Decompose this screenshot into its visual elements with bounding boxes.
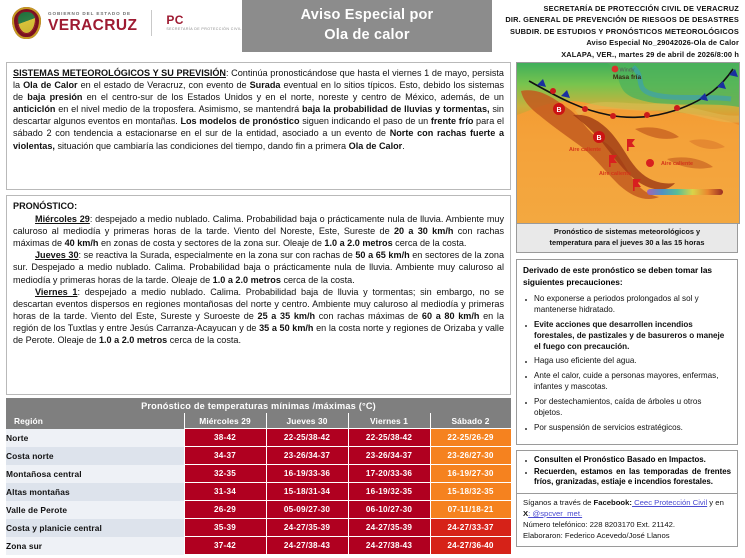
pc-initials: PC	[166, 13, 184, 28]
temperature-cell: 16-19/27-30	[430, 465, 511, 483]
right-column	[516, 62, 740, 547]
systems-section	[6, 62, 511, 190]
precautions-list	[523, 294, 731, 434]
temperature-cell: 22-25/26-29	[430, 429, 511, 447]
logo-divider	[151, 10, 152, 36]
veracruz-shield-icon	[12, 7, 41, 39]
weather-map-graphic	[517, 63, 739, 223]
region-cell: Costa norte	[6, 447, 184, 465]
precaution-item: No exponerse a periodos prolongados al sol y mantenerse hidratado.	[523, 294, 731, 316]
x-label: X	[523, 508, 529, 518]
region-cell: Montañosa central	[6, 465, 184, 483]
svg-text:Masa fría: Masa fría	[612, 74, 642, 81]
precautions-heading: Derivado de este pronóstico se deben tomar las siguientes precauciones:	[523, 265, 713, 287]
temperature-cell: 24-27/33-37	[430, 519, 511, 537]
table-row	[6, 429, 511, 447]
region-cell: Zona sur	[6, 537, 184, 555]
phone-line: Número telefónico: 228 8203170 Ext. 21142.	[523, 519, 676, 529]
precaution-item: Evite acciones que desarrollen incendios forestales, de pastizales y de basureros o maneje el fuego con precaución.	[523, 320, 731, 353]
weather-map	[516, 62, 740, 224]
contact-footer	[516, 494, 738, 547]
temperature-cell: 07-11/18-21	[430, 501, 511, 519]
alert-item: Consulten el Pronóstico Basado en Impactos.	[523, 455, 731, 466]
temperature-cell: 05-09/27-30	[266, 501, 348, 519]
forecast-title: PRONÓSTICO:	[13, 201, 78, 211]
social-prefix: Síganos a través de	[523, 498, 594, 507]
authors-line: Elaboraron: Federico Acevedo/José Llanos	[523, 530, 670, 540]
table-row	[6, 465, 511, 483]
government-logo	[12, 7, 242, 39]
svg-text:Aire caliente: Aire caliente	[660, 161, 694, 167]
temperature-cell: 24-27/38-43	[348, 537, 430, 555]
forecast-section	[6, 195, 511, 395]
issue-datetime: XALAPA, VER., martes 29 de abril de 2026/8:00 h	[561, 49, 739, 59]
temperature-cell: 37-42	[184, 537, 266, 555]
temperature-cell: 22-25/38-42	[348, 429, 430, 447]
temperature-cell: 26-29	[184, 501, 266, 519]
logo-gob-line: GOBIERNO DEL ESTADO DE	[48, 11, 131, 17]
column-header-1: Miércoles 29	[184, 413, 266, 429]
column-header-0: Región	[6, 413, 184, 429]
forecast-day-2-text: : despejado a medio nublado. Calima. Probabilidad baja de lluvia y tormentas; sin embargo, no se descartan eventos dispersos en regiones montañosas del norte y centro. Ambiente muy caluroso al mediodía y primeras horas de la tarde. Viento del Este, Sureste y Suroeste de 25 a 35 km/h con rachas máximas de 60 a 80 km/h en la región de los Tuxtlas y entre Jesús Carranza-Acayucan y de 35 a 50 km/h en la costa norte y regiones de Orizaba y valle de Perote. Oleaje de 1.0 a 2.0 metros cerca de la costa.	[13, 286, 505, 346]
temperature-cell: 38-42	[184, 429, 266, 447]
alerts-box	[516, 450, 738, 494]
temperature-cell: 24-27/35-39	[348, 519, 430, 537]
forecast-day-0-label: Miércoles 29	[35, 214, 90, 225]
precaution-item: Ante el calor, cuide a personas mayores, enfermas, infantes y mascotas.	[523, 371, 731, 393]
map-caption-line2: temperatura para el jueves 30 a las 15 horas	[549, 237, 705, 247]
region-cell: Norte	[6, 429, 184, 447]
svg-text:Aire caliente: Aire caliente	[568, 147, 602, 153]
table-body	[6, 429, 511, 555]
page-header	[0, 0, 745, 58]
region-cell: Costa y planicie central	[6, 519, 184, 537]
pc-subtitle: SECRETARÍA DE PROTECCIÓN CIVIL	[166, 27, 242, 32]
column-header-3: Viernes 1	[348, 413, 430, 429]
temperature-cell: 24-27/35-39	[266, 519, 348, 537]
column-header-2: Jueves 30	[266, 413, 348, 429]
forecast-day-2	[13, 286, 504, 346]
forecast-day-1	[13, 249, 504, 285]
systems-heading: SISTEMAS METEOROLÓGICOS Y SU PREVISIÓN	[13, 68, 226, 78]
svg-text:Aire caliente: Aire caliente	[598, 171, 632, 177]
forecast-day-0-text: : despejado a medio nublado. Calima. Probabilidad baja o prácticamente nula de lluvia. Ambiente muy caluroso al mediodía y primeras horas de la tarde. Viento del Noreste, Este, Sureste de 20 a 30 km/h con rachas máximas de 40 km/h en zonas de costa y sectores de la zona sur. Oleaje de 1.0 a 2.0 metros cerca de la costa.	[13, 214, 504, 249]
forecast-day-1-text: : se reactiva la Surada, especialmente en la zona sur con rachas de 50 a 65 km/h en sectores de la zona sur. Despejado a medio nublado. Calima. Probabilidad baja o prácticamente nula de lluvia. Ambiente muy caluroso al mediodía y primeras horas de la tarde. Oleaje de 1.0 a 2.0 metros cerca de la costa.	[13, 250, 504, 285]
temperature-cell: 16-19/32-35	[348, 483, 430, 501]
region-cell: Valle de Perote	[6, 501, 184, 519]
temperature-cell: 31-34	[184, 483, 266, 501]
systems-body: : Continúa pronosticándose que hasta el viernes 1 de mayo, persista la Ola de Calor en el estado de Veracruz, con evento de Surada eventual en lo sitios típicos. Esto, debido los sistemas de baja presión en el centro-sur de los Estados Unidos y en el norte, noreste y centro de México, además, de un anticiclón en el nivel medio de la troposfera. Asimismo, se mantendrá baja la probabilidad de lluvias y tormentas, sin descartar algunos eventos en montañas. Los modelos de pronóstico siguen indicando el paso de un frente frío para el sábado 2 con tendencia a estacionarse en el sur de la entidad, asociado a un evento de Norte con rachas fuerte a violentas, situación que cambiaría las condiciones del tiempo, dando fin a primera Ola de Calor.	[13, 68, 505, 151]
temperature-cell: 15-18/32-35	[430, 483, 511, 501]
table-row	[6, 537, 511, 555]
temperature-cell: 24-27/38-43	[266, 537, 348, 555]
aviso-number: Aviso Especial No_29042026-Ola de Calor	[586, 38, 739, 48]
precautions-box	[516, 259, 738, 445]
veracruz-wordmark	[48, 12, 137, 33]
table-title: Pronóstico de temperaturas mínimas /máximas (°C)	[6, 398, 511, 413]
temperature-cell: 16-19/33-36	[266, 465, 348, 483]
temperature-cell: 23-26/34-37	[266, 447, 348, 465]
org-line-2: DIR. GENERAL DE PREVENCIÓN DE RIESGOS DE DESASTRES	[505, 15, 739, 25]
temperature-cell: 23-26/27-30	[430, 447, 511, 465]
alerts-list	[523, 455, 731, 488]
temperature-cell: 35-39	[184, 519, 266, 537]
table-row	[6, 501, 511, 519]
precaution-item: Haga uso eficiente del agua.	[523, 356, 731, 367]
svg-text:B: B	[556, 107, 562, 114]
map-caption-line1: Pronóstico de sistemas meteorológicos y	[553, 227, 701, 236]
org-line-3: SUBDIR. DE ESTUDIOS Y PRONÓSTICOS METEOROLÓGICOS	[509, 26, 739, 36]
forecast-day-1-label: Jueves 30	[35, 250, 79, 261]
column-header-4: Sábado 2	[430, 413, 511, 429]
forecast-day-2-label: Viernes 1	[35, 286, 78, 297]
table-row	[6, 483, 511, 501]
temperature-table-wrapper	[6, 398, 511, 555]
temperature-cell: 34-37	[184, 447, 266, 465]
table-row	[6, 519, 511, 537]
svg-text:B: B	[596, 135, 602, 142]
table-title-row	[6, 398, 511, 413]
pc-logo	[166, 14, 241, 32]
temperature-cell: 17-20/33-36	[348, 465, 430, 483]
temperature-cell: 23-26/34-37	[348, 447, 430, 465]
x-handle-link[interactable]: : @spcver_met.	[528, 508, 583, 518]
temperature-cell: 24-27/36-40	[430, 537, 511, 555]
page-title-line1: Aviso Especial por	[300, 7, 434, 24]
org-line-1: SECRETARÍA DE PROTECCIÓN CIVIL DE VERACRUZ	[543, 4, 739, 13]
temperature-cell: 32-35	[184, 465, 266, 483]
temperature-cell: 06-10/27-30	[348, 501, 430, 519]
map-caption	[516, 224, 738, 253]
temperature-cell: 15-18/31-34	[266, 483, 348, 501]
temperature-cell: 22-25/38-42	[266, 429, 348, 447]
alert-item: Recuerden, estamos en las temporadas de frentes fríos, granizadas, estiaje e incendios forestales.	[523, 467, 731, 488]
precaution-item: Por destechamientos, caída de árboles u otros objetos.	[523, 397, 731, 419]
precaution-item: Por suspensión de servicios estratégicos.	[523, 423, 731, 434]
left-column	[6, 62, 511, 395]
social-mid: y en	[707, 498, 724, 507]
social-line	[523, 498, 731, 520]
region-cell: Altas montañas	[6, 483, 184, 501]
page-title-line2: Ola de calor	[324, 27, 410, 43]
logo-veracruz-line: VERACRUZ	[48, 17, 138, 35]
organization-block	[435, 3, 739, 60]
table-row	[6, 447, 511, 465]
svg-text:Windy: Windy	[619, 67, 635, 74]
facebook-link[interactable]: Ceec Protección Civil	[631, 498, 708, 507]
table-header-row	[6, 413, 511, 429]
facebook-label: Facebook:	[593, 498, 632, 507]
forecast-day-0	[13, 213, 504, 249]
systems-paragraph	[13, 67, 504, 152]
temperature-table	[6, 398, 512, 555]
